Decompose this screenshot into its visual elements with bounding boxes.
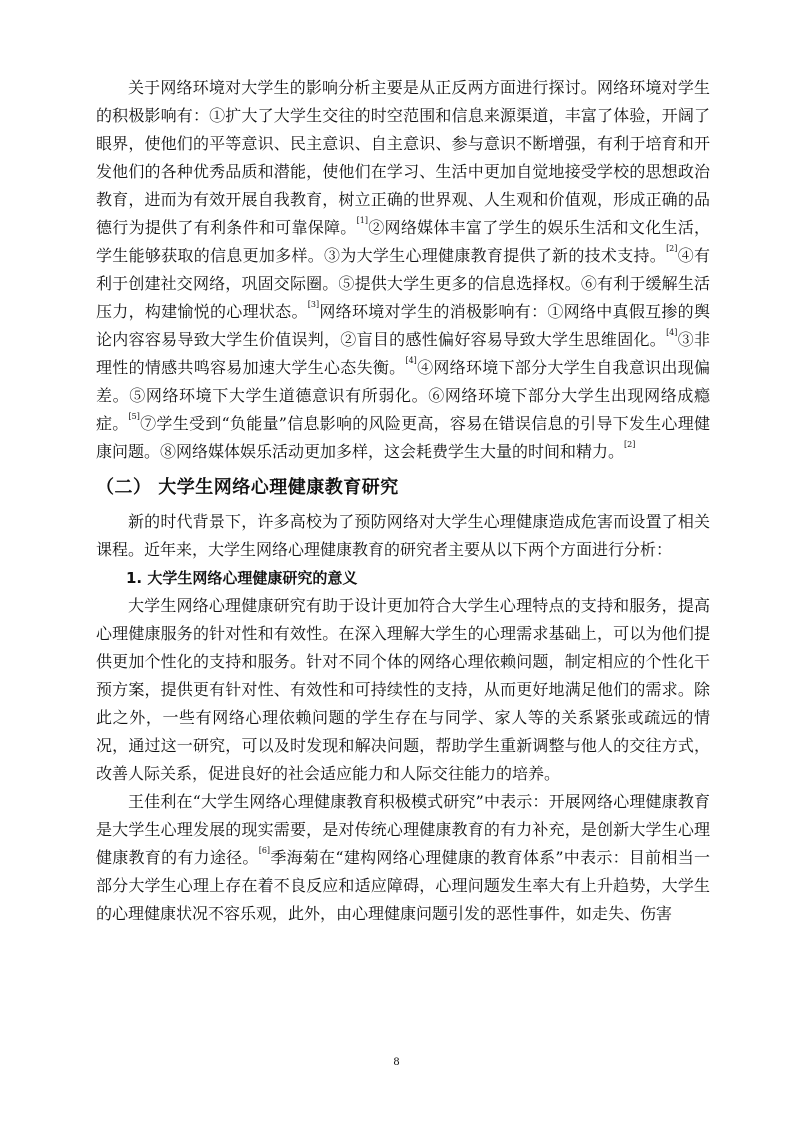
citation-ref: [2] xyxy=(666,244,678,253)
citation-ref: [2] xyxy=(624,440,636,449)
section-heading: （二） 大学生网络心理健康教育研究 xyxy=(96,477,399,498)
paragraph-text: 关于网络环境对大学生的影响分析主要是从正反两方面进行探讨。网络环境对学生的积极影响有：①扩大了大学生交往的时空范围和信息来源渠道，丰富了体验，开阔了眼界，使他们的平等意识、民主意识、自主意识、参与意识不断增强，有利于培育和开发他们的各种优秀品质和潜能，使他们在学习、生活中更加自觉地接受学校的思想政治教育，进而为有效开展自我教育，树立正确的世界观、人生观和价值观，形成正确的品德行为提供了有利条件和可靠保障。 xyxy=(96,78,710,237)
paragraph-text: ②网络媒体丰富了学生的娱乐生活和文化生活，学生能够获取的信息更加多样。③为大学生心理健康教育提供了新的技术支持。 xyxy=(96,218,710,265)
paragraph-significance: 大学生网络心理健康研究有助于设计更加符合大学生心理特点的支持和服务，提高心理健康服务的针对性和有效性。在深入理解大学生的心理需求基础上，可以为他们提供更加个性化的支持和服务。针对不同个体的网络心理依赖问题，制定相应的个性化干预方案，提供更有针对性、有效性和可持续性的支持，从而更好地满足他们的需求。除此之外，一些有网络心理依赖问题的学生存在与同学、家人等的关系紧张或疏远的情况，通过这一研究，可以及时发现和解决问题，帮助学生重新调整与他人的交往方式，改善人际关系，促进良好的社会适应能力和人际交往能力的培养。 xyxy=(96,596,710,783)
paragraph-text: 网络环境对学生的消极影响有：①网络中真假互掺的舆论内容容易导致大学生价值误判，②盲目的感性偏好容易导致大学生思维固化。 xyxy=(96,302,710,349)
subsection-heading: 1. 大学生网络心理健康研究的意义 xyxy=(126,569,358,587)
page-body xyxy=(96,74,710,928)
paragraph-network-impact xyxy=(96,74,710,466)
paragraph-text: ④有利于创建社交网络，巩固交际圈。⑤提供大学生更多的信息选择权。⑥有利于缓解生活压力，构建愉悦的心理状态。 xyxy=(96,246,710,321)
paragraph-text: ⑦学生受到“负能量”信息影响的风险更高，容易在错误信息的引导下发生心理健康问题。⑧网络媒体娱乐活动更加多样，这会耗费学生大量的时间和精力。 xyxy=(96,414,710,461)
paragraph-text: ③非理性的情感共鸣容易加速大学生心态失衡。 xyxy=(96,330,710,377)
paragraph-intro: 新的时代背景下，许多高校为了预防网络对大学生心理健康造成危害而设置了相关课程。近年来，大学生网络心理健康教育的研究者主要从以下两个方面进行分析： xyxy=(96,512,710,559)
paragraph-text: 季海菊在“建构网络心理健康的教育体系”中表示：目前相当一部分大学生心理上存在着不良反应和适应障碍，心理问题发生率大有上升趋势，大学生的心理健康状况不容乐观，此外，由心理健康问题引发的恶性事件，如走失、伤害 xyxy=(96,848,710,923)
citation-ref: [5] xyxy=(128,412,140,421)
citation-ref: [3] xyxy=(307,300,320,309)
citation-ref: [6] xyxy=(258,846,271,855)
paragraph-text: 王佳利在“大学生网络心理健康教育积极模式研究”中表示：开展网络心理健康教育是大学生心理发展的现实需要，是对传统心理健康教育的有力补充，是创新大学生心理健康教育的有力途径。 xyxy=(96,792,710,867)
paragraph-text: ④网络环境下部分大学生自我意识出现偏差。⑤网络环境下大学生道德意识有所弱化。⑥网络环境下部分大学生出现网络成瘾症。 xyxy=(96,358,710,433)
paragraph-literature xyxy=(96,788,710,928)
citation-ref: [1] xyxy=(356,216,368,225)
page-number: 8 xyxy=(393,1054,400,1068)
citation-ref: [4] xyxy=(666,328,678,337)
citation-ref: [4] xyxy=(405,356,417,365)
